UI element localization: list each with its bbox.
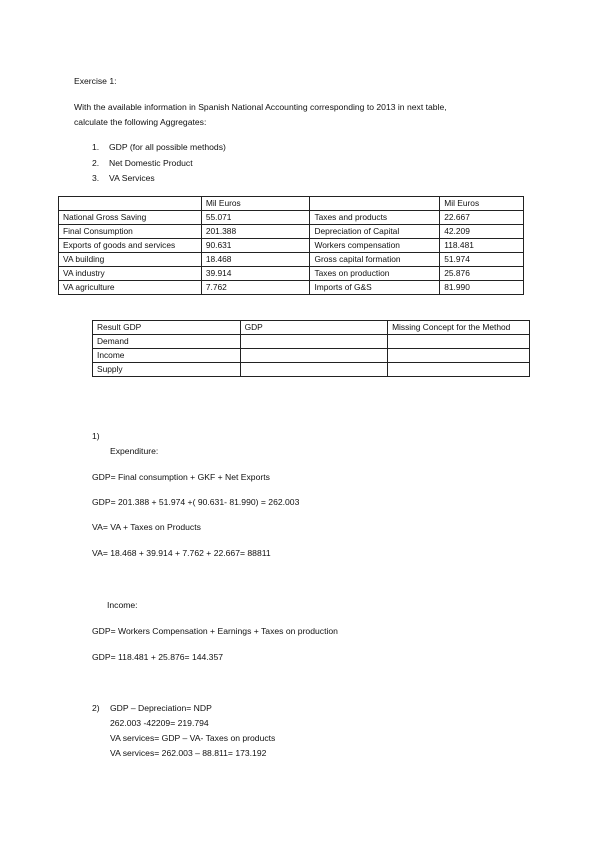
table-cell: 7.762 [201,281,310,295]
table-cell: Exports of goods and services [59,239,202,253]
table-cell [388,363,530,377]
table-cell: Depreciation of Capital [310,225,440,239]
table-cell: 51.974 [440,253,524,267]
table-cell: 22.667 [440,211,524,225]
va-calculation: VA= 18.468 + 39.914 + 7.762 + 22.667= 88811 [92,548,271,558]
table-row [93,335,530,349]
table-row [59,253,524,267]
expenditure-formula: GDP= Final consumption + GKF + Net Exports [92,472,270,482]
va-services-calculation: VA services= 262.003 – 88.811= 173.192 [110,748,267,758]
table-cell: 90.631 [201,239,310,253]
task-item [92,158,193,168]
table-cell: Taxes on production [310,267,440,281]
table-cell: VA industry [59,267,202,281]
income-formula: GDP= Workers Compensation + Earnings + Taxes on production [92,626,338,636]
table-cell [388,349,530,363]
ndp-formula: GDP – Depreciation= NDP [110,703,212,713]
table-row [59,225,524,239]
table-cell: 25.876 [440,267,524,281]
task-text: VA Services [109,173,155,183]
result-gdp-table [92,320,530,377]
table-header-row [93,321,530,335]
table-header-cell [310,197,440,211]
table-cell: National Gross Saving [59,211,202,225]
income-label: Income: [107,600,138,610]
task-item [92,142,226,152]
table-row [59,211,524,225]
table-header-cell: Mil Euros [201,197,310,211]
table-header-cell: Missing Concept for the Method [388,321,530,335]
table-cell: Final Consumption [59,225,202,239]
task-text: GDP (for all possible methods) [109,142,226,152]
part-2-label: 2) [92,703,100,713]
table-cell [240,349,387,363]
table-header-cell [59,197,202,211]
table-header-row [59,197,524,211]
table-cell: 55.071 [201,211,310,225]
table-cell: Workers compensation [310,239,440,253]
table-cell: Supply [93,363,241,377]
task-text: Net Domestic Product [109,158,193,168]
table-cell [240,335,387,349]
income-calculation: GDP= 118.481 + 25.876= 144.357 [92,652,224,662]
table-cell: Taxes and products [310,211,440,225]
table-cell: VA agriculture [59,281,202,295]
task-number: 1. [92,142,100,152]
task-number: 2. [92,158,100,168]
table-cell: 118.481 [440,239,524,253]
table-row [93,349,530,363]
va-formula: VA= VA + Taxes on Products [92,522,201,532]
table-cell: 39.914 [201,267,310,281]
part-1-label: 1) [92,431,100,441]
task-number: 3. [92,173,100,183]
expenditure-calculation: GDP= 201.388 + 51.974 +( 90.631- 81.990) = 262.003 [92,497,300,507]
table-row [59,267,524,281]
table-cell: 201.388 [201,225,310,239]
table-row [59,239,524,253]
expenditure-label: Expenditure: [110,446,159,456]
table-cell [240,363,387,377]
table-cell: Gross capital formation [310,253,440,267]
national-accounting-table [58,196,524,295]
task-item [92,173,155,183]
table-cell: VA building [59,253,202,267]
intro-line-1: With the available information in Spanish National Accounting corresponding to 2013 in next table, [74,102,447,112]
exercise-title: Exercise 1: [74,76,117,86]
table-cell: Imports of G&S [310,281,440,295]
table-cell: 18.468 [201,253,310,267]
table-cell: 42.209 [440,225,524,239]
table-header-cell: Result GDP [93,321,241,335]
ndp-calculation: 262.003 -42209= 219.794 [110,718,209,728]
table-row [59,281,524,295]
table-header-cell: GDP [240,321,387,335]
table-cell: Income [93,349,241,363]
table-cell: Demand [93,335,241,349]
table-header-cell: Mil Euros [440,197,524,211]
table-row [93,363,530,377]
intro-line-2: calculate the following Aggregates: [74,117,207,127]
va-services-formula: VA services= GDP – VA- Taxes on products [110,733,276,743]
table-cell [388,335,530,349]
table-cell: 81.990 [440,281,524,295]
